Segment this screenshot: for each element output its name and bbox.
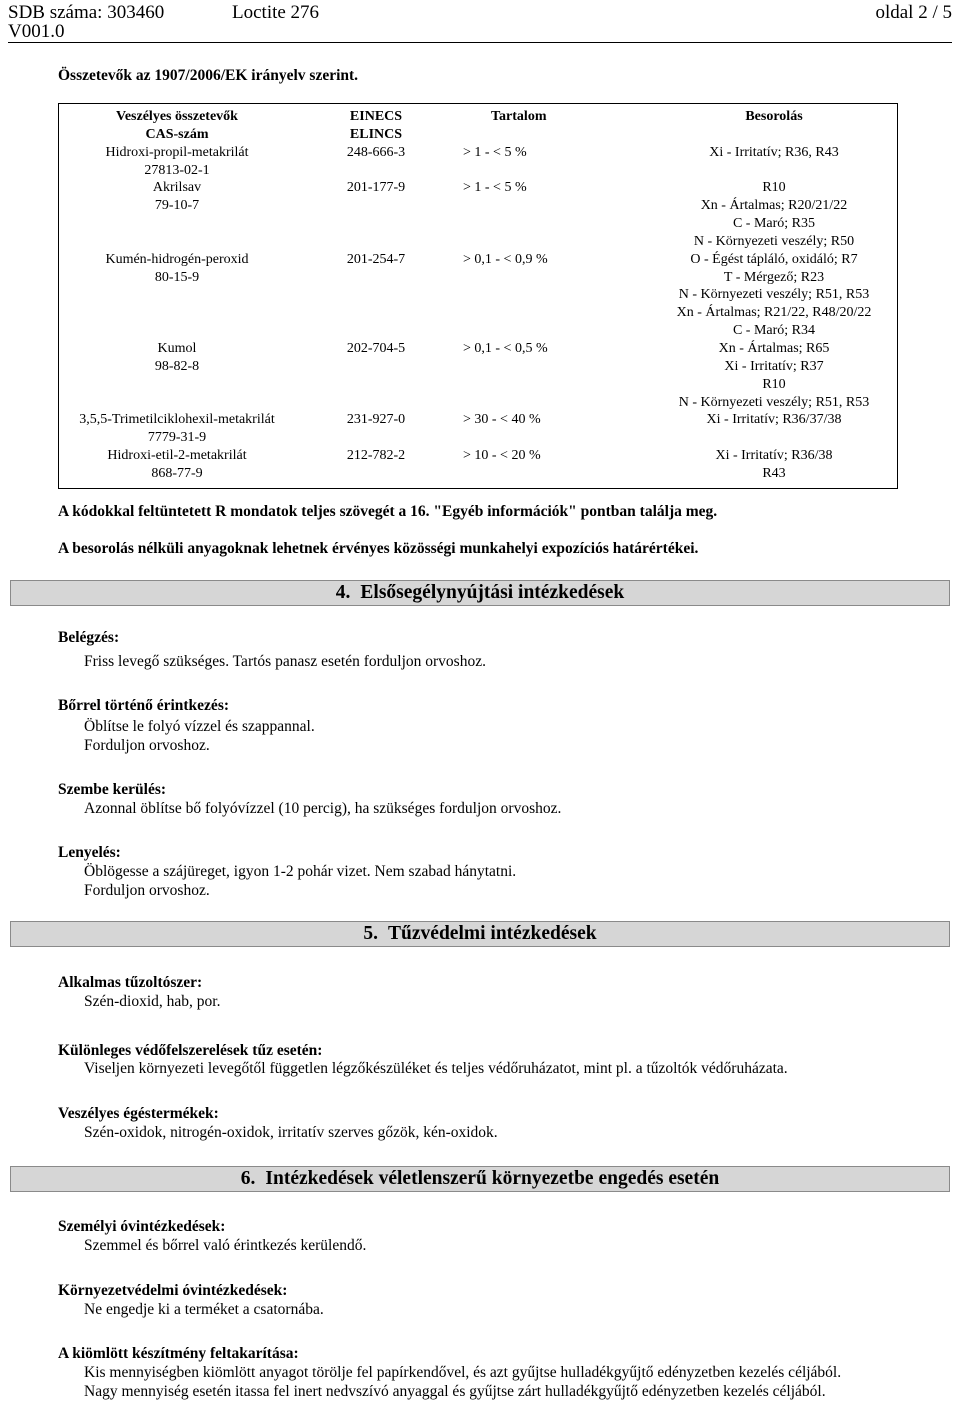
header-einecs-label: EINECS (349, 109, 403, 124)
classification-line: Xn - Ártalmas; R65 (718, 340, 830, 356)
table-row (59, 340, 897, 411)
sdb-number: SDB száma: 303460 (8, 2, 165, 23)
subsection-label: Szembe kerülés: (58, 781, 167, 798)
header-divider (8, 42, 952, 43)
section-title: Elsősegélynyújtási intézkedések (360, 582, 625, 603)
component-name: Hidroxi-etil-2-metakrilát (107, 448, 247, 464)
einecs-number: 212-782-2 (346, 448, 406, 464)
subsection-text: Viseljen környezeti levegőtől független légzőkészüléket és teljes védőruházatot, mint pl. a tűzoltók védőruházata. (84, 1060, 788, 1077)
r-phrases-note: A kódokkal feltüntetett R mondatok teljes szövegét a 16. "Egyéb információk" pontban találja meg. (58, 503, 718, 520)
subsection-label: Lenyelés: (58, 844, 121, 861)
content-range: > 0,1 - < 0,9 % (463, 251, 548, 267)
classification-line: T - Mérgező; R23 (723, 269, 825, 285)
section-title: Tűzvédelmi intézkedések (388, 923, 597, 944)
table-header-row (59, 108, 897, 144)
content-range: > 0,1 - < 0,5 % (463, 340, 548, 356)
classification-cell (651, 340, 897, 411)
einecs-number: 202-704-5 (346, 340, 406, 356)
composition-table (58, 103, 898, 489)
classification-line: Xi - Irritatív; R37 (724, 358, 824, 374)
classification-line: Xi - Irritatív; R36, R43 (709, 144, 839, 160)
classification-line: Xi - Irritatív; R36/37/38 (706, 412, 842, 428)
subsection-label: A kiömlött készítmény feltakarítása: (58, 1345, 299, 1362)
classification-line: C - Maró; R35 (732, 216, 816, 232)
classification-line: R10 (762, 180, 786, 196)
section-title: Intézkedések véletlenszerű környezetbe engedés esetén (265, 1168, 720, 1189)
content-range: > 1 - < 5 % (463, 144, 527, 160)
classification-line: N - Környezeti veszély; R50 (693, 233, 855, 249)
classification-line: R10 (762, 376, 786, 392)
subsection-text: Azonnal öblítse bő folyóvízzel (10 percig), ha szükséges forduljon orvoshoz. (84, 800, 562, 817)
subsection-text: Szén-dioxid, hab, por. (84, 993, 221, 1010)
classification-cell (651, 411, 897, 447)
personal-precautions (58, 1217, 366, 1255)
classification-line: R43 (762, 465, 786, 481)
first-aid-skin (58, 696, 315, 755)
content-range: > 30 - < 40 % (463, 412, 541, 428)
section-5-heading (10, 921, 950, 947)
component-name: Hidroxi-propil-metakrilát (105, 144, 249, 160)
component-cell (59, 251, 295, 340)
first-aid-inhalation (58, 628, 486, 671)
section-4-heading (10, 580, 950, 606)
einecs-number: 248-666-3 (346, 144, 406, 160)
classification-line: N - Környezeti veszély; R51, R53 (678, 287, 870, 303)
content-range: > 1 - < 5 % (463, 180, 527, 196)
first-aid-eyes (58, 780, 561, 818)
einecs-number: 201-254-7 (346, 251, 406, 267)
subsection-label: Veszélyes égéstermékek: (58, 1105, 219, 1122)
subsection-text: Forduljon orvoshoz. (84, 737, 210, 754)
header-component-label: Veszélyes összetevők (116, 109, 238, 124)
subsection-label: Belégzés: (58, 629, 120, 646)
subsection-text: Nagy mennyiség esetén itassa fel inert nedvszívó anyaggal és gyűjtse zárt hulladékgyűjtő edényzetben kezelés céljából. (84, 1383, 826, 1400)
page-number: oldal 2 / 5 (875, 2, 952, 23)
component-cell (59, 447, 295, 483)
table-row (59, 251, 897, 340)
subsection-text: Szemmel és bőrrel való érintkezés kerülendő. (84, 1237, 367, 1254)
subsection-text: Kis mennyiségben kiömlött anyagot törölje fel papírkendővel, és azt gyűjtse hulladékgyűjtő edényzetben kezelés céljából. (84, 1364, 842, 1381)
environmental-precautions (58, 1281, 324, 1319)
subsection-text: Szén-oxidok, nitrogén-oxidok, irritatív szerves gőzök, kén-oxidok. (84, 1124, 498, 1141)
table-row (59, 144, 897, 180)
subsection-text: Ne engedje ki a terméket a csatornába. (84, 1301, 324, 1318)
component-name: Akrilsav (152, 180, 202, 196)
subsection-label: Alkalmas tűzoltószer: (58, 974, 203, 991)
cas-number: 98-82-8 (154, 358, 200, 374)
subsection-text: Öblögesse a szájüreget, igyon 1-2 pohár vizet. Nem szabad hánytatni. (84, 863, 517, 880)
header-classification: Besorolás (745, 109, 803, 124)
composition-title: Összetevők az 1907/2006/EK irányelv szerint. (58, 67, 359, 84)
subsection-text: Öblítse le folyó vízzel és szappannal. (84, 718, 315, 735)
cas-number: 79-10-7 (154, 198, 200, 214)
extinguishing-media (58, 973, 220, 1011)
header-elincs-label: ELINCS (349, 126, 403, 142)
einecs-number: 201-177-9 (346, 180, 406, 196)
component-cell (59, 411, 295, 447)
subsection-text: Forduljon orvoshoz. (84, 882, 210, 899)
subsection-label: Környezetvédelmi óvintézkedések: (58, 1282, 288, 1299)
spill-cleanup (58, 1344, 841, 1401)
section-6-heading (10, 1166, 950, 1192)
cas-number: 80-15-9 (154, 269, 200, 285)
component-name: Kumol (157, 340, 197, 356)
component-name: 3,5,5-Trimetilciklohexil-metakrilát (79, 412, 275, 428)
einecs-number: 231-927-0 (346, 412, 406, 428)
component-cell (59, 179, 295, 250)
table-row (59, 447, 897, 483)
exposure-limits-note: A besorolás nélküli anyagoknak lehetnek érvényes közösségi munkahelyi expozíciós határértékei. (58, 540, 699, 557)
classification-line: N - Környezeti veszély; R51, R53 (678, 394, 870, 410)
combustion-products (58, 1104, 498, 1142)
header-component (59, 108, 295, 144)
table-row (59, 179, 897, 250)
header-einecs (295, 108, 457, 144)
header-cas-label: CAS-szám (145, 126, 209, 142)
classification-cell (651, 179, 897, 250)
fire-protective-equipment (58, 1041, 788, 1078)
product-name: Loctite 276 (232, 2, 320, 23)
component-name: Kumén-hidrogén-peroxid (105, 251, 249, 267)
subsection-text: Friss levegő szükséges. Tartós panasz esetén forduljon orvoshoz. (84, 653, 486, 670)
table-row (59, 411, 897, 447)
subsection-label: Bőrrel történő érintkezés: (58, 697, 230, 714)
cas-number: 27813-02-1 (144, 162, 210, 178)
classification-cell (651, 144, 897, 180)
header-content: Tartalom (491, 109, 547, 124)
section-number: 6. (240, 1168, 256, 1189)
version: V001.0 (8, 21, 65, 42)
classification-cell (651, 447, 897, 483)
content-range: > 10 - < 20 % (463, 448, 541, 464)
classification-line: Xn - Ártalmas; R20/21/22 (700, 198, 848, 214)
section-number: 4. (335, 582, 351, 603)
classification-cell (651, 251, 897, 340)
subsection-label: Személyi óvintézkedések: (58, 1218, 226, 1235)
component-cell (59, 340, 295, 411)
classification-line: Xi - Irritatív; R36/38 (715, 448, 833, 464)
classification-line: Xn - Ártalmas; R21/22, R48/20/22 (676, 305, 872, 321)
section-number: 5. (363, 923, 379, 944)
cas-number: 868-77-9 (151, 465, 203, 481)
first-aid-ingestion (58, 843, 516, 900)
cas-number: 7779-31-9 (147, 430, 207, 446)
classification-line: C - Maró; R34 (732, 323, 816, 339)
component-cell (59, 144, 295, 180)
classification-line: O - Égést tápláló, oxidáló; R7 (690, 251, 858, 267)
subsection-label: Különleges védőfelszerelések tűz esetén: (58, 1042, 323, 1059)
